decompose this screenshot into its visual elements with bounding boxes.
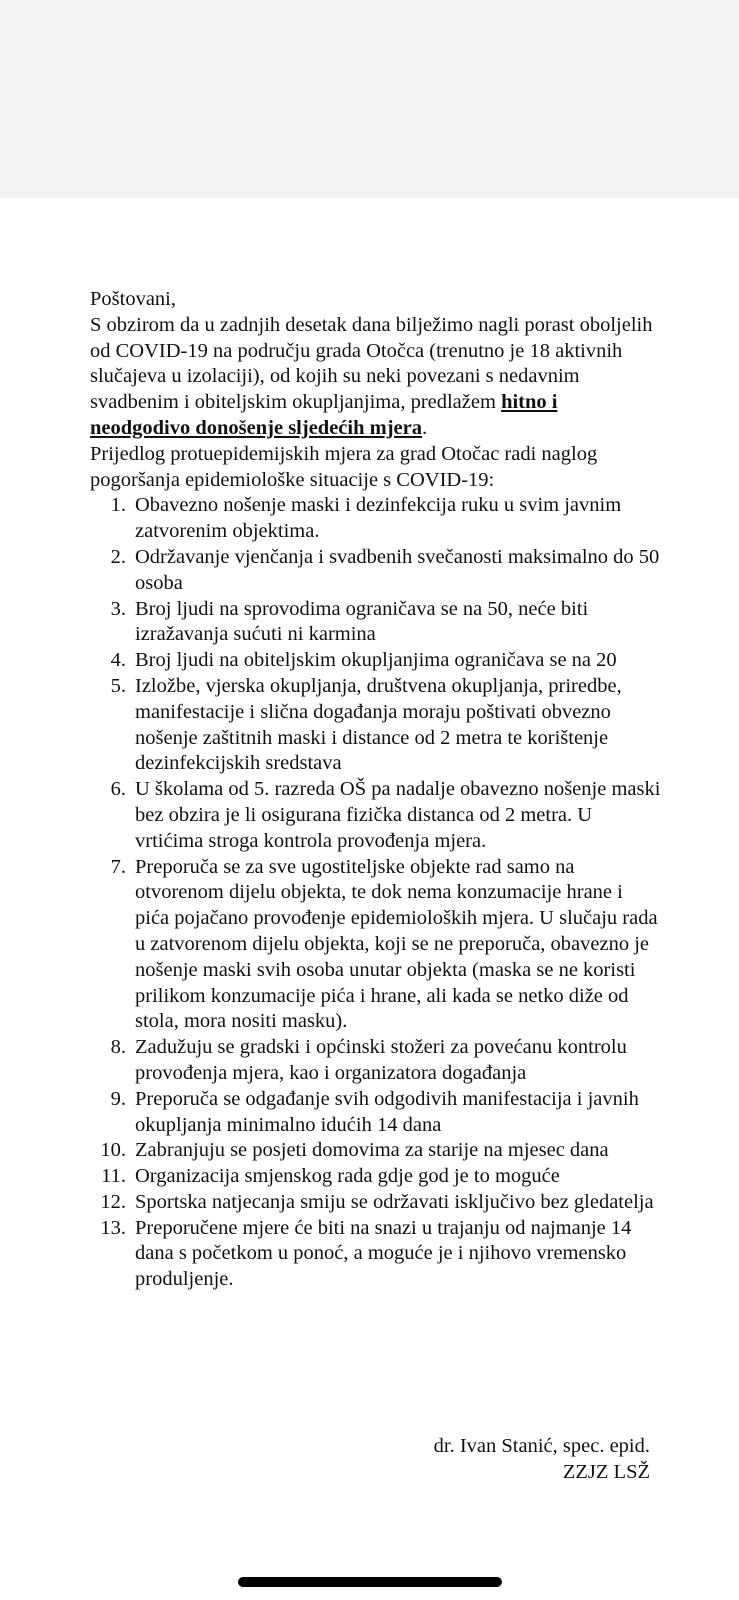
item-number: 12. — [100, 1190, 126, 1213]
list-item — [90, 674, 662, 777]
item-text: Sportska natjecanja smiju se održavati isključivo bez gledatelja — [135, 1190, 654, 1213]
item-text: Broj ljudi na obiteljskim okupljanjima ograničava se na 20 — [135, 649, 617, 672]
list-item — [90, 777, 662, 854]
list-item — [90, 597, 662, 649]
top-gray-area — [0, 0, 739, 198]
list-item — [90, 1087, 662, 1139]
item-number: 5. — [110, 674, 126, 697]
item-text: Zabranjuju se posjeti domovima za starije na mjesec dana — [135, 1139, 609, 1162]
list-item — [90, 1216, 662, 1293]
signature-name: dr. Ivan Stanić, spec. epid. — [433, 1435, 650, 1457]
measures-list — [90, 493, 662, 1293]
intro-paragraph — [90, 313, 662, 442]
item-text: Preporuča se odgađanje svih odgodivih manifestacija i javnih okupljanja minimalno idućih 14 dana — [135, 1087, 639, 1136]
item-text: Preporuča se za sve ugostiteljske objekte rad samo na otvorenom dijelu objekta, te dok nema konzumacije hrane i pića pojačano provođenje epidemioloških mjera. U slučaju rada u zatvorenom dijelu objekta, koji se ne preporuča, obavezno je nošenje maski svih osoba unutar objekta (maska se ne koristi prilikom konzumacije pića i hrane, ali kada se netko diže od stola, mora nositi masku). — [135, 855, 658, 1033]
home-indicator[interactable] — [238, 1577, 502, 1587]
list-item — [90, 493, 662, 545]
item-number: 1. — [110, 494, 126, 517]
item-number: 8. — [110, 1036, 126, 1059]
proposal-heading: Prijedlog protuepidemijskih mjera za grad Otočac radi naglog pogoršanja epidemiološke situacije s COVID-19: — [90, 442, 598, 491]
list-item — [90, 1138, 662, 1164]
list-item — [90, 1164, 662, 1190]
signature-org: ZZJZ LSŽ — [562, 1460, 650, 1483]
item-number: 10. — [100, 1139, 126, 1162]
item-text: Obavezno nošenje maski i dezinfekcija ruku u svim javnim zatvorenim objektima. — [135, 494, 622, 543]
item-text: Preporučene mjere će biti na snazi u trajanju od najmanje 14 dana s početkom u ponoć, a moguće je i njihovo vremensko produljenje. — [135, 1216, 632, 1291]
item-text: U školama od 5. razreda OŠ pa nadalje obavezno nošenje maski bez obzira je li osigurana fizička distanca od 2 metra. U vrtićima stroga kontrola provođenja mjera. — [135, 778, 661, 852]
item-number: 7. — [110, 855, 126, 878]
intro-text: S obzirom da u zadnjih desetak dana bilježimo nagli porast oboljelih od COVID-19 na području grada Otočca (trenutno je 18 aktivnih slučajeva u izolaciji), od kojih su neki povezani s nedavnim svadbenim i obiteljskim okupljanjima, predlažem — [90, 313, 653, 414]
item-text: Broj ljudi na sprovodima ograničava se na 50, neće biti izražavanja sućuti ni karmina — [135, 597, 589, 646]
letter-body — [90, 287, 662, 1293]
intro-end: . — [421, 416, 428, 439]
item-number: 11. — [101, 1165, 126, 1188]
item-number: 6. — [110, 778, 126, 801]
item-number: 9. — [110, 1087, 126, 1110]
item-text: Zadužuju se gradski i općinski stožeri za povećanu kontrolu provođenja mjera, kao i organizatora događanja — [135, 1036, 627, 1084]
item-text: Izložbe, vjerska okupljanja, društvena okupljanja, priredbe, manifestacije i slična događanja moraju poštivati obvezno nošenje zaštitnih maski i distance od 2 metra te korištenje dezinfekcijskih sredstava — [135, 674, 622, 775]
item-number: 3. — [110, 597, 126, 620]
list-item — [90, 1190, 662, 1216]
list-item — [90, 1035, 662, 1087]
list-item — [90, 545, 662, 597]
signature-block — [434, 1434, 650, 1486]
list-item — [90, 855, 662, 1036]
item-number: 2. — [110, 545, 126, 568]
item-text: Održavanje vjenčanja i svadbenih svečanosti maksimalno do 50 osoba — [135, 545, 660, 594]
intro-emphasis: hitno i neodgodivo donošenje sljedećih mjera — [90, 391, 558, 439]
item-number: 13. — [100, 1216, 126, 1239]
item-text: Organizacija smjenskog rada gdje god je to moguće — [135, 1165, 560, 1188]
list-item — [90, 648, 662, 674]
greeting: Poštovani, — [90, 288, 176, 310]
item-number: 4. — [110, 649, 126, 672]
